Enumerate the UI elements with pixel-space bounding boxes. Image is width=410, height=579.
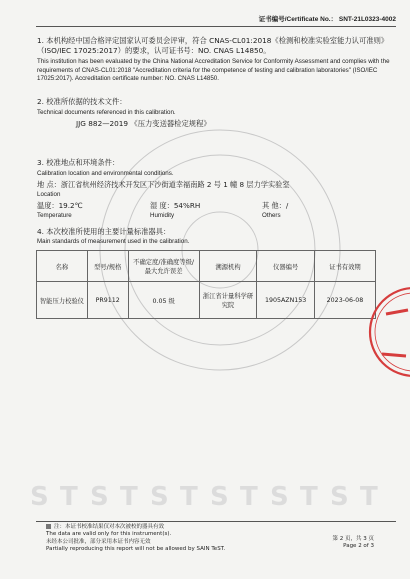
note-bullet-icon	[46, 524, 51, 529]
cell-model: PR9112	[87, 282, 128, 319]
temperature-label: 温度：	[37, 201, 59, 210]
section2-cn: 2. 校准所依据的技术文件：	[37, 97, 127, 106]
other-value: /	[285, 201, 289, 210]
footer-notes	[46, 524, 225, 554]
location-en: Location	[37, 191, 61, 198]
svg-text:S: S	[210, 482, 229, 512]
calibration-standard: JJG 882—2019 《压力变送器检定规程》	[76, 119, 211, 128]
svg-text:S: S	[90, 482, 109, 512]
col-model: 型号/规格	[87, 251, 128, 282]
other-line	[262, 201, 288, 211]
location-line	[37, 180, 290, 190]
other-en: Others	[262, 212, 281, 219]
footer-note-en-1: The data are valid only for this instrument(s).	[46, 531, 172, 538]
page-number-en: Page 2 of 3	[343, 543, 374, 550]
footer-note-cn-2: 未经本公司批准，部分采用本证书内容无效	[46, 538, 151, 545]
humidity-label: 湿 度：	[150, 201, 174, 210]
footer-note-cn-1-text: 注：本证书校准结果仅对本次被校的器具有效	[54, 524, 165, 530]
svg-text:S: S	[150, 482, 169, 512]
section2-en: Technical documents referenced in this calibration.	[37, 109, 176, 116]
official-seal-icon	[364, 282, 410, 382]
cert-number-label: 证书编号/Certificate No.：	[258, 16, 338, 23]
footer-note-en-2: Partially reproducing this report will not be allowed by SAIN TeST.	[46, 546, 226, 553]
page-number-cn: 第 2 页，共 3 页	[332, 536, 374, 542]
temperature-en: Temperature	[37, 212, 72, 219]
temperature-value: 19.2℃	[58, 201, 83, 210]
table-header-row	[37, 251, 376, 282]
header-rule	[36, 26, 396, 27]
humidity-line	[150, 201, 200, 211]
svg-text:T: T	[120, 482, 138, 512]
location-value: 浙江省杭州经济技术开发区下沙街道幸福南路 2 号 1 幢 8 层力学实验室	[60, 180, 290, 189]
humidity-en: Humidity	[150, 212, 175, 219]
svg-text:S: S	[30, 482, 49, 512]
cell-validity: 2023-06-08	[314, 282, 375, 319]
section4-en: Main standards of measurement used in the calibration.	[37, 238, 190, 245]
svg-text:S: S	[270, 482, 289, 512]
cell-traceability: 浙江省计量科学研究院	[199, 282, 257, 319]
other-label: 其 他：	[262, 201, 286, 210]
col-name: 名称	[37, 251, 88, 282]
certificate-number	[259, 14, 396, 23]
col-validity: 证书有效期	[314, 251, 375, 282]
page-number	[333, 536, 375, 551]
footer-rule	[36, 521, 396, 522]
col-instrument-no: 仪器编号	[257, 251, 315, 282]
section3-cn: 3. 校准地点和环境条件：	[37, 158, 120, 167]
cell-name: 智能压力校验仪	[37, 282, 88, 319]
svg-text:T: T	[360, 482, 378, 512]
section1-cn: 1. 本机构经中国合格评定国家认可委员会评审，符合 CNAS-CL01:2018《检测和校准实验室能力认可准则》（ISO/IEC 17025:2017）的要求，认可证书号：NO. CNAS L14850。	[37, 36, 389, 55]
svg-text:T: T	[240, 482, 258, 512]
humidity-value: 54%RH	[173, 201, 201, 210]
table-row	[37, 282, 376, 319]
svg-text:T: T	[300, 482, 318, 512]
cell-instrument-no: 1905AZN153	[257, 282, 315, 319]
col-traceability: 溯源机构	[199, 251, 257, 282]
location-label: 地 点：	[37, 180, 61, 189]
svg-text:T: T	[60, 482, 78, 512]
section4-cn: 4. 本次校准所使用的主要计量标准器具：	[37, 227, 171, 236]
col-uncertainty: 不确定度/准确度等级/最大允许误差	[128, 251, 199, 282]
standards-table	[36, 250, 376, 319]
cell-uncertainty: 0.05 级	[128, 282, 199, 319]
svg-text:S: S	[330, 482, 349, 512]
section3-en: Calibration location and environmental conditions.	[37, 170, 174, 177]
footer-note-cn-1	[46, 524, 225, 531]
section1-en: This institution has been evaluated by the China National Accreditation Service for Conformity Assessment and complies with the requirements of CNAS-CL01:2018 "Accreditation criteria for the competence of testing and calibration laboratories" (ISO/IEC 17025:2017). Accreditation certificate number: NO. CNAS L14850.	[37, 58, 390, 83]
cert-number-value: SNT-21L0323-4002	[338, 16, 396, 23]
svg-text:T: T	[180, 482, 198, 512]
temperature-line	[37, 201, 83, 211]
